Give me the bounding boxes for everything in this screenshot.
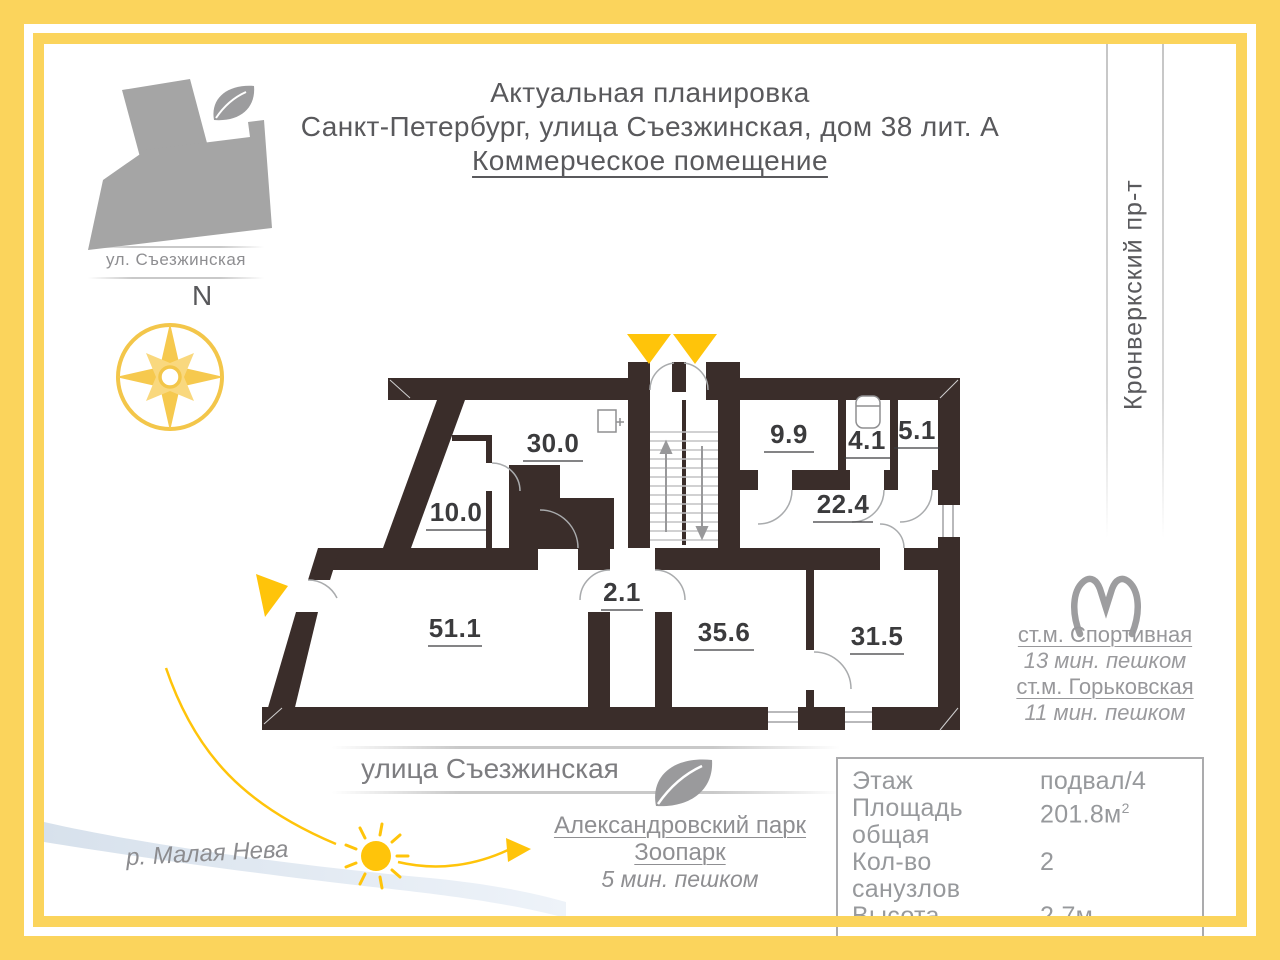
road-label-kronverksky: Кронверкский пр-т bbox=[1119, 179, 1148, 411]
street-label-syezzhinskaya: улица Съезжинская bbox=[361, 753, 619, 784]
table-row bbox=[852, 903, 1188, 957]
park-name: Александровский парк bbox=[553, 812, 807, 839]
compass-icon bbox=[116, 323, 224, 431]
entrance-arrow-icon bbox=[256, 574, 288, 617]
zoo-name: Зоопарк bbox=[634, 839, 726, 866]
table-row bbox=[852, 768, 1188, 795]
page-title-line1: Актуальная планировка bbox=[490, 77, 810, 108]
metro-station-sportivnaya: ст.м. Спортивная bbox=[1017, 622, 1193, 647]
table-row bbox=[852, 849, 1188, 903]
property-info-table bbox=[836, 757, 1204, 960]
page-title-line3: Коммерческое помещение bbox=[472, 145, 828, 176]
room-label: 9.9 bbox=[770, 419, 808, 449]
row-value: 2 bbox=[1040, 848, 1055, 876]
electrical-panel-icon bbox=[598, 410, 624, 432]
entrance-arrow-icon bbox=[673, 334, 717, 364]
room-label: 31.5 bbox=[850, 621, 904, 651]
north-label: N bbox=[192, 280, 213, 311]
room-label: 51.1 bbox=[428, 613, 482, 643]
row-label: Этаж bbox=[852, 767, 913, 795]
plan-windows bbox=[768, 505, 953, 722]
leaf-icon-park bbox=[655, 759, 712, 806]
table-row bbox=[852, 795, 1188, 849]
room-label: 22.4 bbox=[816, 489, 870, 519]
metro-info bbox=[1005, 622, 1205, 726]
row-value: $201.8м^2$ bbox=[1040, 800, 1130, 829]
park-walk-time: 5 мин. пешком bbox=[601, 866, 759, 892]
page-title-line2: Санкт-Петербург, улица Съезжинская, дом 38 лит. А bbox=[300, 111, 1000, 142]
room-label: 35.6 bbox=[697, 617, 751, 647]
room-label: 2.1 bbox=[603, 577, 641, 607]
park-info bbox=[540, 812, 820, 893]
entrance-arrow-icon bbox=[627, 334, 671, 364]
room-label: 5.1 bbox=[898, 415, 936, 445]
room-label: 30.0 bbox=[526, 428, 580, 458]
site-street-label: ул. Съезжинская bbox=[106, 250, 246, 269]
row-value: подвал/4 bbox=[1040, 767, 1147, 795]
river-label: р. Малая Нева bbox=[125, 835, 289, 872]
page-title bbox=[240, 76, 1060, 178]
row-label: Кол-во санузлов bbox=[852, 848, 961, 903]
metro-station-gorkovskaya: ст.м. Горьковская bbox=[1016, 674, 1194, 699]
row-label: Площадь общая bbox=[852, 794, 963, 849]
metro-walk-time-2: 11 мин. пешком bbox=[1024, 700, 1186, 725]
toilet-icon bbox=[856, 396, 880, 428]
metro-walk-time-1: 13 мин. пешком bbox=[1023, 648, 1187, 673]
row-label: Высота потолков bbox=[852, 902, 959, 957]
room-label: 4.1 bbox=[848, 425, 886, 455]
river-shape bbox=[44, 822, 566, 918]
row-value: 2.7м bbox=[1040, 902, 1094, 930]
route-arrow bbox=[166, 668, 531, 866]
room-label: 10.0 bbox=[429, 497, 483, 527]
